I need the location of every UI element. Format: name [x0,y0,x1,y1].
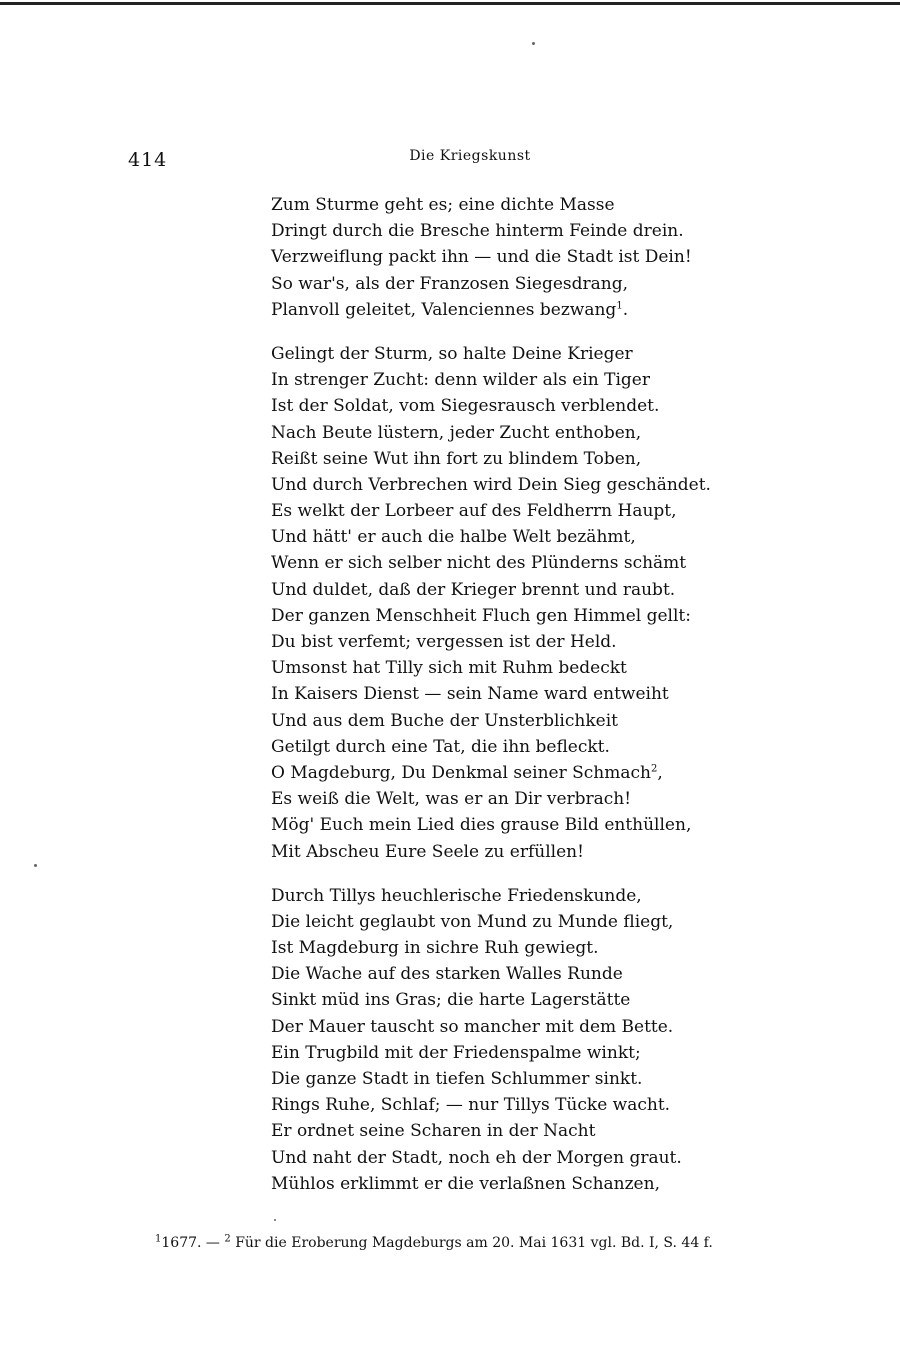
scan-speck [532,42,535,45]
top-border-rule [0,2,900,5]
poem-line: So war's, als der Franzosen Siegesdrang, [271,273,628,294]
poem-line: Verzweiflung packt ihn — und die Stadt ist Dein! [271,247,692,268]
poem-line: Und duldet, daß der Krieger brennt und raubt. [271,579,676,600]
poem-line: Getilgt durch eine Tat, die ihn befleckt. [271,736,610,757]
poem-line: Und durch Verbrechen wird Dein Sieg geschändet. [271,474,711,495]
poem-line: Und aus dem Buche der Unsterblichkeit [271,710,618,731]
poem-line: Rings Ruhe, Schlaf; — nur Tillys Tücke wacht. [271,1095,671,1116]
poem-line: Mög' Euch mein Lied dies grause Bild enthüllen, [271,815,692,836]
poem-line: Reißt seine Wut ihn fort zu blindem Toben, [271,448,642,469]
poem-line: Die Wache auf des starken Walles Runde [271,964,623,985]
poem-line: Nach Beute lüstern, jeder Zucht enthoben, [271,422,642,443]
poem-line: Umsonst hat Tilly sich mit Ruhm bedeckt [271,658,627,679]
poem-line: Ist der Soldat, vom Siegesrausch verblendet. [271,396,660,417]
running-head: Die Kriegskunst [409,148,531,164]
scan-speck [274,1219,276,1221]
footnote-1-mark: 1 [155,1233,162,1245]
poem-body [271,192,831,1215]
footnote-2-text: Für die Eroberung Magdeburgs am 20. Mai 1631 vgl. Bd. I, S. 44 f. [235,1235,713,1251]
poem-line: Die ganze Stadt in tiefen Schlummer sinkt. [271,1069,643,1089]
poem-line: Sinkt müd ins Gras; die harte Lagerstätte [271,990,631,1011]
poem-line: Durch Tillys heuchlerische Friedenskunde, [271,885,642,906]
poem-line: Gelingt der Sturm, so halte Deine Krieger [271,343,633,364]
poem-line: Wenn er sich selber nicht des Plünderns schämt [271,553,687,574]
poem-line: In Kaisers Dienst — sein Name ward entweiht [271,684,669,705]
poem-line-text: Planvoll geleitet, Valenciennes bezwang [271,299,617,320]
poem-line: Er ordnet seine Scharen in der Nacht [271,1121,596,1142]
poem-line: Der ganzen Menschheit Fluch gen Himmel gellt: [271,605,691,626]
footnote-1-text: 1677. — [161,1235,220,1251]
stanza-1 [271,192,831,323]
stanza-3 [271,883,831,1197]
footnote-marker-1: 1 [616,300,623,312]
footnotes [155,1232,855,1254]
scan-speck [34,864,37,867]
stanza-2 [271,341,831,865]
poem-line: Ist Magdeburg in sichre Ruh gewiegt. [271,938,599,959]
poem-line: Der Mauer tauscht so mancher mit dem Bette. [271,1016,674,1037]
poem-line: Du bist verfemt; vergessen ist der Held. [271,632,617,652]
poem-line: Und naht der Stadt, noch eh der Morgen graut. [271,1147,682,1168]
poem-line-punctuation: , [657,762,663,783]
poem-line: Es weiß die Welt, was er an Dir verbrach! [271,789,632,810]
poem-line: Mühlos erklimmt er die verlaßnen Schanzen, [271,1173,660,1194]
poem-line: Und hätt' er auch die halbe Welt bezähmt, [271,527,636,548]
poem-line: Die leicht geglaubt von Mund zu Munde fliegt, [271,911,674,932]
poem-line-with-footnote [271,760,831,786]
poem-line: Es welkt der Lorbeer auf des Feldherrn Haupt, [271,501,677,522]
footnote-2-mark: 2 [224,1233,231,1245]
poem-line-text: O Magdeburg, Du Denkmal seiner Schmach [271,762,651,783]
poem-line: Dringt durch die Bresche hinterm Feinde drein. [271,221,684,242]
poem-line-with-footnote: Planvoll geleitet, Valenciennes bezwang$^1$. [271,299,629,320]
poem-line: Ein Trugbild mit der Friedenspalme winkt; [271,1042,641,1063]
poem-line: Mit Abscheu Eure Seele zu erfüllen! [271,841,584,862]
poem-line: Zum Sturme geht es; eine dichte Masse [271,195,615,215]
poem-line: In strenger Zucht: denn wilder als ein Tiger [271,370,650,391]
page-number: 414 [128,149,168,171]
footnote-marker-2: 2 [650,763,658,775]
